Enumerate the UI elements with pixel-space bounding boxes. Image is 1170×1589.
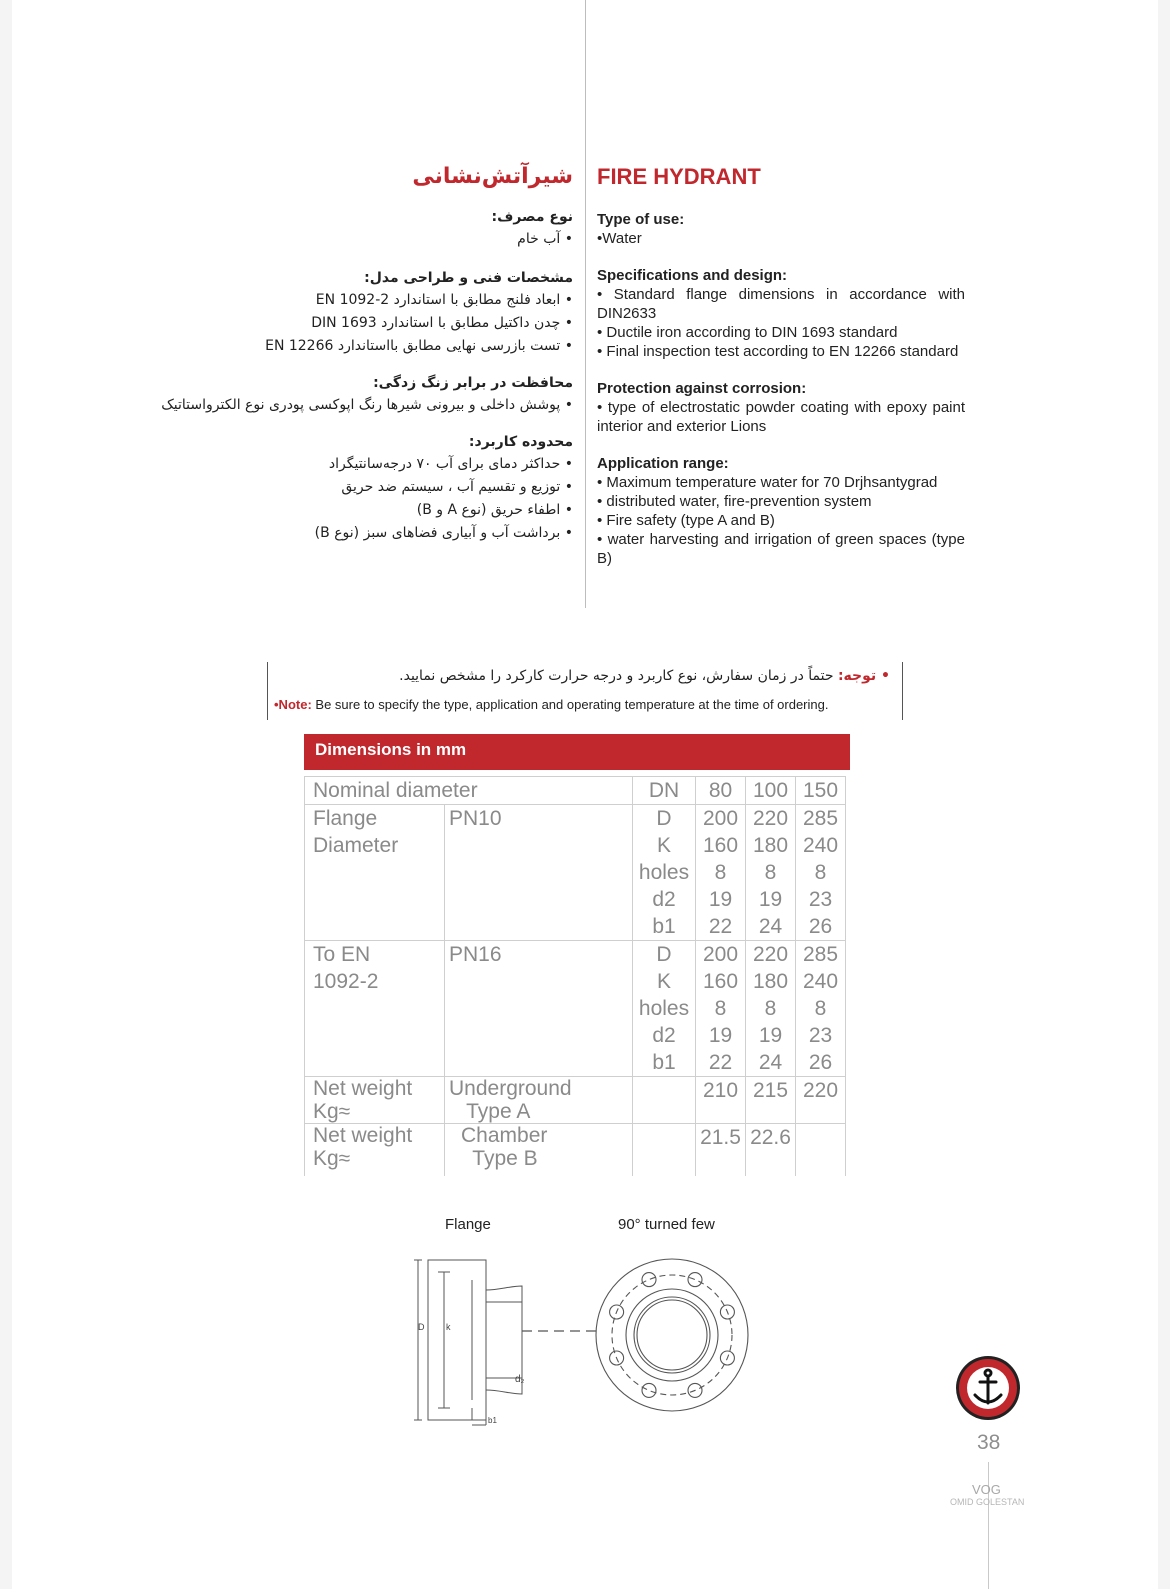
dimensions-header: Dimensions in mm <box>304 734 850 770</box>
cell-value: 8 <box>764 997 777 1020</box>
en-protection-item: • type of electrostatic powder coating with epoxy paint interior and exterior Lions <box>597 399 965 435</box>
cell-value: 240 <box>802 970 839 993</box>
company-logo <box>955 1355 1021 1421</box>
cell-value: 19 <box>708 1024 733 1047</box>
d-dimension-label: D <box>418 1322 425 1332</box>
net-weight-label: Net weight Kg≈ <box>305 1124 445 1177</box>
cell-value: 23 <box>808 888 833 911</box>
param-label: D <box>656 943 672 966</box>
en-spec-item: • Standard flange dimensions in accordance with DIN2633 <box>597 286 965 322</box>
flange-front-drawing <box>592 1255 752 1415</box>
cell-value: 26 <box>808 1051 833 1074</box>
cell-value: 160 <box>702 834 739 857</box>
en-range-item: • water harvesting and irrigation of green spaces (type B) <box>597 531 965 567</box>
table-row <box>305 1077 846 1124</box>
cell-value: 22 <box>708 1051 733 1074</box>
param-label: D <box>656 807 672 830</box>
cell-value: 220 <box>752 943 789 966</box>
param-label: holes <box>638 861 690 884</box>
cell-value: 23 <box>808 1024 833 1047</box>
cell-value: 285 <box>802 807 839 830</box>
fa-spec-section <box>153 267 573 358</box>
page-number: 38 <box>977 1431 1001 1454</box>
fa-type-section <box>153 206 573 251</box>
table-row <box>305 1124 846 1177</box>
en-range-item: • Fire safety (type A and B) <box>597 512 775 529</box>
dn-150: 150 <box>796 777 846 805</box>
dn-label: DN <box>633 777 696 805</box>
pn10-params <box>633 805 696 941</box>
brand-subtitle: OMID GOLESTAN <box>950 1497 1025 1507</box>
column-divider <box>585 0 586 608</box>
type-b-dn100: 22.6 <box>746 1124 796 1177</box>
cell-value: 8 <box>814 997 827 1020</box>
empty-cell <box>633 1124 696 1177</box>
english-note <box>274 697 828 712</box>
pn16-dn150-values <box>796 941 846 1077</box>
d2-dimension-label: d₂ <box>515 1374 525 1385</box>
turned-drawing-label: 90° turned few <box>618 1216 715 1233</box>
pn10-dn80-values <box>696 805 746 941</box>
type-b-dn150 <box>796 1124 846 1177</box>
fa-spec-heading: مشخصات فنی و طراحی مدل: <box>364 270 573 286</box>
en-spec-item: • Ductile iron according to DIN 1693 standard <box>597 324 898 341</box>
flange-side-drawing <box>410 1250 600 1440</box>
cell-value: 180 <box>752 970 789 993</box>
cell-value: 160 <box>702 970 739 993</box>
pn16-label: PN16 <box>445 941 633 1077</box>
cell-value: 24 <box>758 1051 783 1074</box>
fa-type-heading: نوع مصرف: <box>491 209 573 225</box>
fa-spec-item: • ابعاد فلنج مطابق با استاندارد 2-EN 1092 <box>315 292 573 308</box>
en-range-item: • distributed water, fire-prevention system <box>597 493 872 510</box>
brand-name: VOG <box>972 1482 1001 1497</box>
fa-protection-item: • پوشش داخلی و بیرونی شیرها رنگ اپوکسی پودری نوع الکترواستاتیک <box>161 397 573 413</box>
b1-dimension-label: b1 <box>488 1416 497 1425</box>
ordering-note <box>267 662 903 720</box>
dn-100: 100 <box>746 777 796 805</box>
cell-value: 200 <box>702 943 739 966</box>
pn16-params <box>633 941 696 1077</box>
param-label: K <box>656 970 671 993</box>
pn10-label: PN10 <box>445 805 633 941</box>
fa-range-item: • توزیع و تقسیم آب ، سیستم ضد حریق <box>341 479 573 495</box>
empty-cell <box>633 1077 696 1124</box>
fa-protection-section <box>153 372 573 417</box>
en-type-item: •Water <box>597 230 642 247</box>
fa-protection-heading: محافظت در برابر زنگ زدگی: <box>373 375 573 391</box>
english-note-label: •Note: <box>274 697 312 712</box>
dn-80: 80 <box>696 777 746 805</box>
cell-value: 8 <box>764 861 777 884</box>
pn16-dn80-values <box>696 941 746 1077</box>
english-title: FIRE HYDRANT <box>597 164 761 189</box>
param-label: holes <box>638 997 690 1020</box>
cell-value: 8 <box>814 861 827 884</box>
table-row <box>305 941 846 1077</box>
fa-range-item: • برداشت آب و آبیاری فضاهای سبز (نوع B) <box>314 525 573 541</box>
english-note-text: Be sure to specify the type, application and operating temperature at the time of ordering. <box>311 697 829 712</box>
en-range-section <box>597 454 965 568</box>
cell-value: 180 <box>752 834 789 857</box>
cell-value: 22 <box>708 915 733 938</box>
k-dimension-label: k <box>446 1322 451 1332</box>
param-label: b1 <box>652 915 676 938</box>
cell-value: 240 <box>802 834 839 857</box>
fa-range-item: • اطفاء حریق (نوع A و B) <box>416 502 573 518</box>
persian-column <box>153 160 573 545</box>
cell-value: 220 <box>752 807 789 830</box>
type-b-label: Chamber Type B <box>445 1124 633 1177</box>
cell-value: 24 <box>758 915 783 938</box>
persian-note-text: حتماً در زمان سفارش، نوع کاربرد و درجه حرارت کارکرد را مشخص نمایید. <box>399 668 838 684</box>
pn10-dn150-values <box>796 805 846 941</box>
param-label: d2 <box>652 1024 676 1047</box>
en-protection-section <box>597 379 965 436</box>
en-spec-section <box>597 266 965 361</box>
cell-value: 8 <box>714 861 727 884</box>
pn16-dn100-values <box>746 941 796 1077</box>
flange-drawing-label: Flange <box>445 1216 491 1233</box>
param-label: K <box>656 834 671 857</box>
param-label: d2 <box>652 888 676 911</box>
type-b-dn80: 21.5 <box>696 1124 746 1177</box>
en-range-heading: Application range: <box>597 455 729 472</box>
table-row <box>305 777 846 805</box>
type-a-dn100: 215 <box>746 1077 796 1124</box>
en-protection-heading: Protection against corrosion: <box>597 380 807 397</box>
param-label: b1 <box>652 1051 676 1074</box>
en-spec-heading: Specifications and design: <box>597 267 788 284</box>
cell-value: 19 <box>708 888 733 911</box>
flange-diameter-label: Flange Diameter <box>305 805 445 941</box>
type-a-dn150: 220 <box>796 1077 846 1124</box>
pn10-dn100-values <box>746 805 796 941</box>
persian-title: شیرآتش‌نشانی <box>412 164 573 189</box>
cell-value: 19 <box>758 888 783 911</box>
cell-value: 26 <box>808 915 833 938</box>
fa-spec-item: • تست بازرسی نهایی مطابق بااستاندارد EN 12266 <box>265 338 573 354</box>
en-type-section <box>597 210 965 248</box>
fa-range-item: • حداکثر دمای برای آب ۷۰ درجه‌سانتیگراد <box>328 456 573 472</box>
cell-value: 8 <box>714 997 727 1020</box>
to-en-label: To EN 1092-2 <box>305 941 445 1077</box>
type-a-dn80: 210 <box>696 1077 746 1124</box>
en-type-heading: Type of use: <box>597 211 685 228</box>
cell-value: 285 <box>802 943 839 966</box>
fa-range-heading: محدوده کاربرد: <box>468 434 573 450</box>
english-column <box>597 160 965 568</box>
cell-value: 19 <box>758 1024 783 1047</box>
persian-note-label: • توجه: <box>837 668 890 684</box>
table-row <box>305 805 846 941</box>
fa-spec-item: • چدن داکتیل مطابق با استاندارد DIN 1693 <box>311 315 573 331</box>
en-range-item: • Maximum temperature water for 70 Drjhsantygrad <box>597 474 938 491</box>
nominal-diameter-label: Nominal diameter <box>305 777 633 805</box>
type-a-label: Underground Type A <box>445 1077 633 1124</box>
dimensions-table <box>304 776 846 1176</box>
persian-note <box>399 668 890 684</box>
fa-range-section <box>153 431 573 545</box>
cell-value: 200 <box>702 807 739 830</box>
fa-type-item: • آب خام <box>517 231 573 247</box>
net-weight-label: Net weight Kg≈ <box>305 1077 445 1124</box>
en-spec-item: • Final inspection test according to EN 12266 standard <box>597 343 959 360</box>
